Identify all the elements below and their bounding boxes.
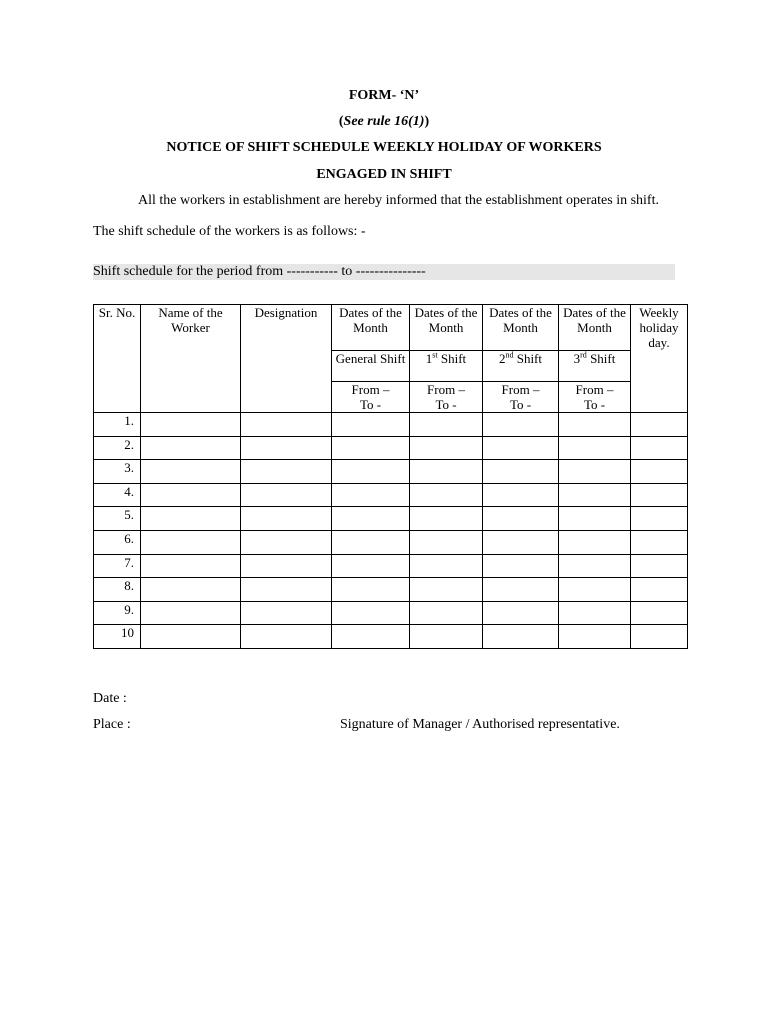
empty-cell	[483, 554, 559, 578]
rule-text: See rule 16(1)	[343, 114, 425, 129]
shift-second-suffix: nd	[505, 350, 514, 360]
shift-third-suffix: rd	[580, 350, 587, 360]
date-label: Date :	[93, 691, 127, 706]
shift-third-number: 3	[573, 351, 581, 366]
from-label: From –	[427, 382, 465, 397]
empty-cell	[241, 436, 332, 460]
empty-cell	[559, 436, 631, 460]
table-row	[94, 483, 688, 507]
empty-cell	[483, 530, 559, 554]
header-dates-shift2: Dates of the Month	[483, 305, 559, 351]
empty-cell	[332, 413, 410, 437]
empty-cell	[559, 413, 631, 437]
to-label: To -	[583, 397, 606, 412]
shift-first-number: 1	[425, 351, 433, 366]
row-number: 7.	[94, 554, 141, 578]
empty-cell	[410, 483, 483, 507]
empty-cell	[241, 413, 332, 437]
header-dates-shift3: Dates of the Month	[559, 305, 631, 351]
from-to-shift2	[483, 382, 559, 413]
form-rule-reference	[0, 114, 768, 130]
table-row	[94, 578, 688, 602]
from-label: From –	[575, 382, 614, 397]
empty-cell	[483, 483, 559, 507]
schedule-intro: The shift schedule of the workers is as follows: -	[93, 224, 366, 239]
shift-first-suffix: st	[432, 350, 438, 360]
to-label: To -	[509, 397, 532, 412]
empty-cell	[241, 554, 332, 578]
table-row	[94, 436, 688, 460]
table-row	[94, 413, 688, 437]
empty-cell	[559, 625, 631, 649]
shift-second-label: Shift	[513, 351, 543, 366]
row-number: 10	[94, 625, 141, 649]
empty-cell	[241, 483, 332, 507]
intro-paragraph: All the workers in establishment are hereby informed that the establishment operates in shift.	[138, 193, 659, 208]
empty-cell	[483, 601, 559, 625]
header-dates-general: Dates of the Month	[332, 305, 410, 351]
empty-cell	[332, 436, 410, 460]
empty-cell	[410, 601, 483, 625]
empty-cell	[241, 507, 332, 531]
notice-heading: NOTICE OF SHIFT SCHEDULE WEEKLY HOLIDAY OF WORKERS	[166, 140, 602, 155]
empty-cell	[631, 507, 688, 531]
header-worker-name: Name of the Worker	[141, 305, 241, 413]
empty-cell	[559, 460, 631, 484]
shift-second-number: 2	[498, 351, 506, 366]
notice-subheading: ENGAGED IN SHIFT	[316, 167, 452, 182]
empty-cell	[483, 460, 559, 484]
empty-cell	[631, 625, 688, 649]
empty-cell	[410, 578, 483, 602]
table-row	[94, 601, 688, 625]
empty-cell	[631, 436, 688, 460]
empty-cell	[559, 554, 631, 578]
shift-general: General Shift	[332, 351, 410, 382]
empty-cell	[559, 601, 631, 625]
shift-first	[410, 351, 483, 382]
empty-cell	[241, 625, 332, 649]
empty-cell	[631, 413, 688, 437]
empty-cell	[559, 507, 631, 531]
to-label: To -	[435, 397, 457, 412]
shift-schedule-table	[93, 304, 688, 649]
header-sr-no: Sr. No.	[94, 305, 141, 413]
empty-cell	[483, 436, 559, 460]
table-body	[94, 413, 688, 649]
empty-cell	[241, 460, 332, 484]
empty-cell	[241, 530, 332, 554]
empty-cell	[141, 507, 241, 531]
empty-cell	[559, 530, 631, 554]
row-number: 9.	[94, 601, 141, 625]
empty-cell	[332, 625, 410, 649]
table-row	[94, 625, 688, 649]
rule-open-paren: (	[338, 114, 344, 129]
shift-third-label: Shift	[586, 351, 616, 366]
empty-cell	[141, 460, 241, 484]
row-number: 5.	[94, 507, 141, 531]
empty-cell	[410, 530, 483, 554]
empty-cell	[141, 483, 241, 507]
table-row	[94, 507, 688, 531]
table-header-row	[94, 305, 688, 351]
table-row	[94, 554, 688, 578]
period-line: Shift schedule for the period from ----------- to ---------------	[93, 264, 675, 280]
signature-line: Signature of Manager / Authorised representative.	[340, 717, 620, 732]
empty-cell	[141, 436, 241, 460]
shift-second	[483, 351, 559, 382]
row-number: 3.	[94, 460, 141, 484]
empty-cell	[141, 413, 241, 437]
empty-cell	[631, 530, 688, 554]
empty-cell	[410, 436, 483, 460]
empty-cell	[332, 554, 410, 578]
header-dates-shift1: Dates of the Month	[410, 305, 483, 351]
empty-cell	[559, 483, 631, 507]
empty-cell	[141, 601, 241, 625]
from-to-general	[332, 382, 410, 413]
rule-close-paren: )	[424, 114, 430, 129]
from-label: From –	[501, 382, 540, 397]
empty-cell	[332, 507, 410, 531]
empty-cell	[332, 578, 410, 602]
row-number: 6.	[94, 530, 141, 554]
form-title: FORM- ‘N’	[348, 88, 420, 103]
empty-cell	[483, 413, 559, 437]
empty-cell	[483, 625, 559, 649]
empty-cell	[483, 578, 559, 602]
empty-cell	[141, 554, 241, 578]
empty-cell	[410, 507, 483, 531]
from-to-shift1	[410, 382, 483, 413]
empty-cell	[410, 554, 483, 578]
from-label: From –	[351, 382, 390, 397]
row-number: 1.	[94, 413, 141, 437]
empty-cell	[410, 460, 483, 484]
empty-cell	[332, 483, 410, 507]
shift-third	[559, 351, 631, 382]
row-number: 2.	[94, 436, 141, 460]
empty-cell	[483, 507, 559, 531]
empty-cell	[631, 601, 688, 625]
place-label: Place :	[93, 717, 131, 732]
row-number: 4.	[94, 483, 141, 507]
empty-cell	[631, 483, 688, 507]
empty-cell	[631, 554, 688, 578]
empty-cell	[332, 601, 410, 625]
header-weekly-holiday: Weekly holiday day.	[631, 305, 688, 413]
empty-cell	[241, 578, 332, 602]
table-row	[94, 460, 688, 484]
empty-cell	[410, 413, 483, 437]
table-row	[94, 530, 688, 554]
empty-cell	[332, 530, 410, 554]
empty-cell	[141, 578, 241, 602]
empty-cell	[241, 601, 332, 625]
empty-cell	[141, 530, 241, 554]
empty-cell	[631, 578, 688, 602]
header-designation: Designation	[241, 305, 332, 413]
empty-cell	[332, 460, 410, 484]
empty-cell	[141, 625, 241, 649]
row-number: 8.	[94, 578, 141, 602]
shift-first-label: Shift	[437, 351, 467, 366]
to-label: To -	[359, 397, 382, 412]
empty-cell	[410, 625, 483, 649]
from-to-shift3	[559, 382, 631, 413]
empty-cell	[631, 460, 688, 484]
empty-cell	[559, 578, 631, 602]
